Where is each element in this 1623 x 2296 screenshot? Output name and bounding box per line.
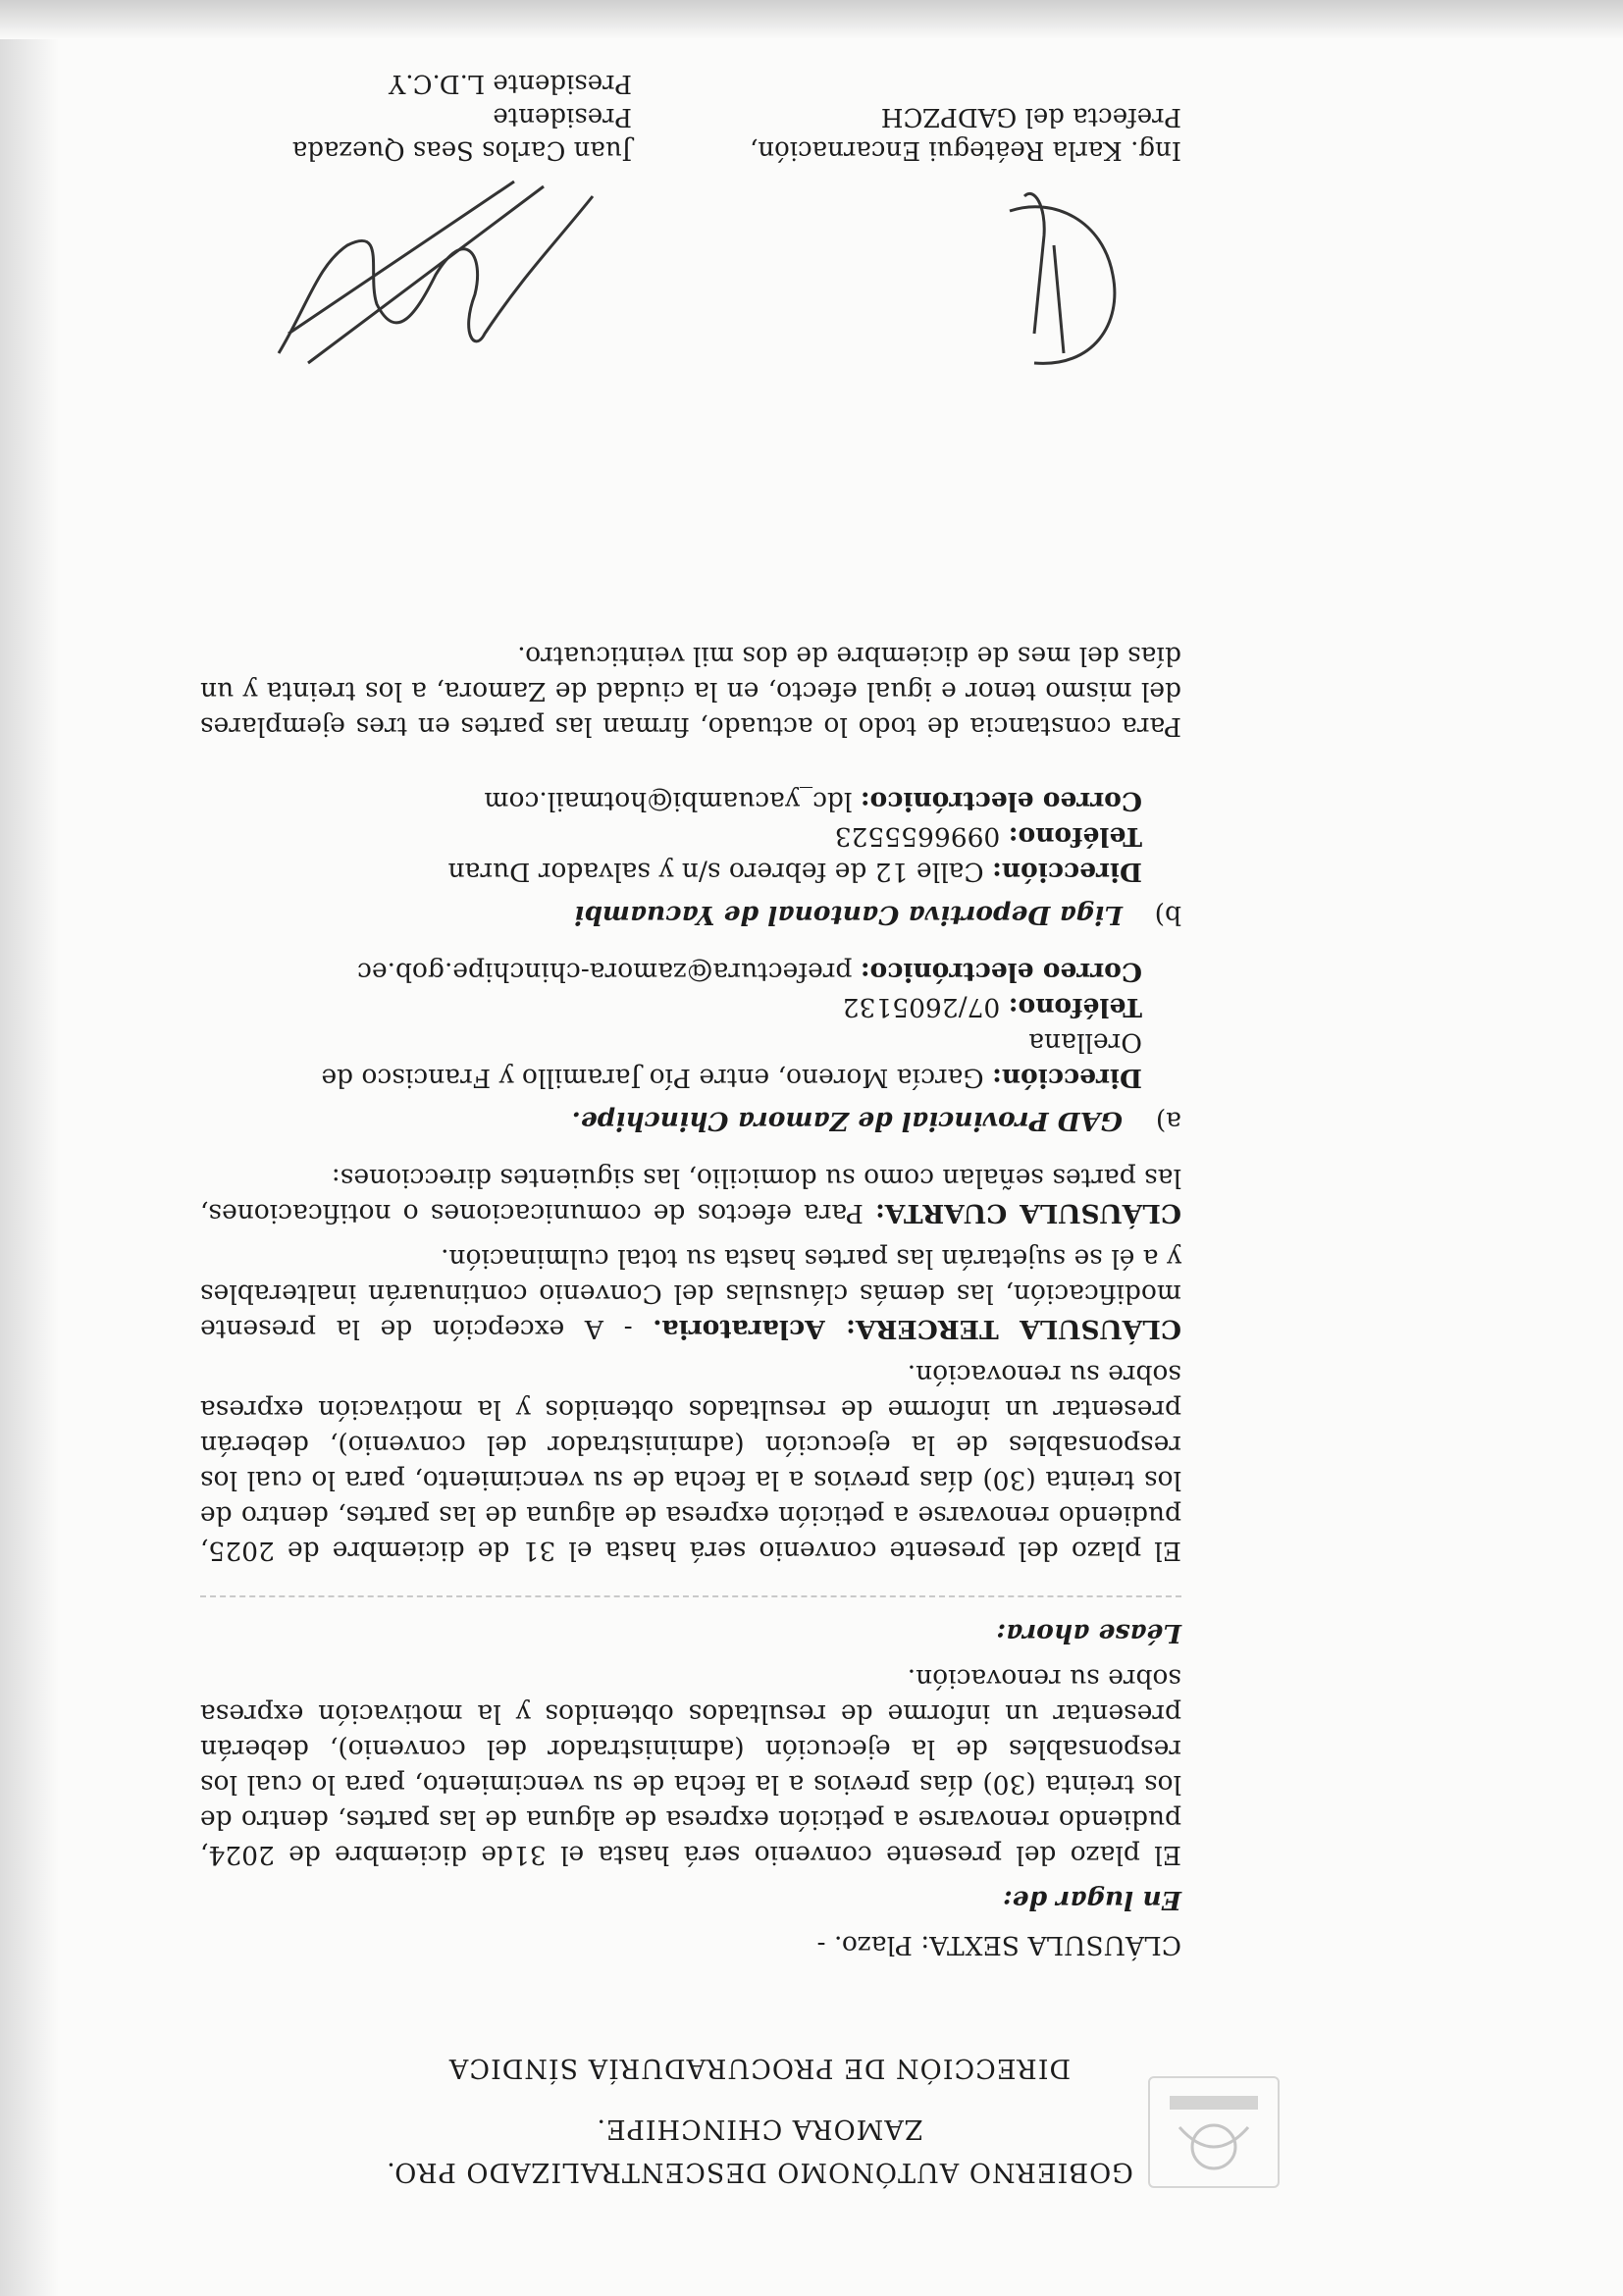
- party-a-address: [200, 1024, 1142, 1095]
- party-b: [200, 783, 1181, 932]
- clause-third-body: - A excepción de la presente modificación, las demás cláusulas del Convenio continuarán inalterables y a él se sujetarán las partes hasta su total culminación.: [200, 1243, 1181, 1344]
- party-b-letter: b): [1154, 900, 1181, 930]
- header-department: DIRECCIÓN DE PROCURADURÍA SÍNDICA: [447, 2053, 1072, 2083]
- signatory-role: Presidente L.D.C.Y: [389, 69, 632, 98]
- party-a-letter: a): [1155, 1106, 1181, 1136]
- clause-six-title: CLÁUSULA SEXTA: Plazo. -: [816, 1930, 1181, 1960]
- header-institution: GOBIERNO AUTÓNOMO DESCENTRALIZADO PRO.: [386, 2157, 1133, 2187]
- signature-presidente: [181, 67, 632, 392]
- in-place-label: En lugar de:: [1002, 1885, 1181, 1915]
- email-value: prefectura@zamora-chinchipe.gob.ec: [357, 957, 861, 987]
- signature-block: [200, 69, 1181, 392]
- party-a-email: [200, 954, 1142, 989]
- dashed-separator: [200, 1595, 1181, 1597]
- scan-edge-shadow-bottom: [0, 0, 1623, 39]
- original-clause-text: El plazo del presente convenio será hasta el 31de diciembre de 2024, pudiendo renovarse a petición expresa de alguna de las partes, dentro de los treinta (30) días previos a la fecha de su vencimiento, para lo cual los responsables de la ejecución (administrador del convenio), deberán presentar un informe de resultados obtenidos y la motivación expresa sobre su renovación.: [200, 1663, 1181, 1870]
- clause-third-heading: CLÁUSULA TERCERA: Aclaratoria.: [653, 1314, 1181, 1344]
- document-body: [200, 628, 1181, 1962]
- clause-third: [200, 1240, 1181, 1346]
- read-now-label: Léase ahora:: [996, 1618, 1181, 1648]
- header-province: ZAMORA CHINCHIPE.: [596, 2113, 923, 2144]
- party-b-address: [200, 854, 1142, 889]
- party-a-phone: [200, 989, 1142, 1024]
- clause-fourth: [200, 1160, 1181, 1230]
- clause-fourth-body: Para efectos de comunicaciones o notificaciones, las partes señalan como su domicilio, las siguientes direcciones:: [200, 1163, 1181, 1228]
- party-b-title: [200, 897, 1181, 932]
- address-label: Dirección:: [992, 1063, 1142, 1093]
- phone-value: 07/2605132: [842, 992, 1009, 1022]
- party-b-email: [200, 783, 1142, 818]
- address-label: Dirección:: [992, 857, 1142, 887]
- closing-paragraph: Para constancia de todo lo actuado, firman las partes en tres ejemplares del mismo tenor e igual efecto, en la ciudad de Zamora, a los treinta y un días del mes de diciembre de dos mil veinticuatro.: [200, 641, 1181, 742]
- scan-edge-shadow: [0, 0, 59, 2296]
- document-header: [338, 2046, 1181, 2193]
- address-value: Calle 12 de febrero s/n y salvador Duran: [447, 857, 993, 887]
- signature-scribble: [887, 167, 1181, 392]
- party-b-name: Liga Deportiva Cantonal de Yacuambi: [574, 900, 1123, 930]
- email-label: Correo electrónico:: [860, 786, 1142, 816]
- clause-fourth-heading: CLÁUSULA CUARTA:: [875, 1198, 1181, 1228]
- phone-label: Teléfono:: [1008, 821, 1142, 852]
- signatory-name: Ing. Karla Reátegui Encarnación,: [750, 135, 1181, 165]
- email-value: ldc_yacuambi@hotmail.com: [484, 786, 861, 816]
- email-label: Correo electrónico:: [860, 957, 1142, 987]
- signature-scribble: [239, 167, 632, 392]
- phone-value: 0996655523: [834, 821, 1009, 852]
- amended-clause-text: El plazo del presente convenio será hasta el 31 de diciembre de 2025, pudiendo renovarse a petición expresa de alguna de las partes, dentro de los treinta (30) días previos a la fecha de su vencimiento, para lo cual los responsables de la ejecución (administrador del convenio), deberán presentar un informe de resultados obtenidos y la motivación expresa sobre su renovación.: [200, 1359, 1181, 1566]
- signatory-role: Prefecta del GADPZCH: [880, 102, 1181, 131]
- party-a-name: GAD Provincial de Zamora Chinchipe.: [571, 1106, 1123, 1136]
- signatory-name: Juan Carlos Seas Quezada Presidente: [291, 102, 632, 165]
- address-value: García Moreno, entre Pío Jaramillo y Francisco de Orellana: [321, 1027, 1142, 1093]
- party-a: [200, 954, 1181, 1138]
- party-b-phone: [200, 818, 1142, 854]
- phone-label: Teléfono:: [1008, 992, 1142, 1022]
- party-a-title: [200, 1103, 1181, 1138]
- signature-prefecta: [730, 100, 1181, 392]
